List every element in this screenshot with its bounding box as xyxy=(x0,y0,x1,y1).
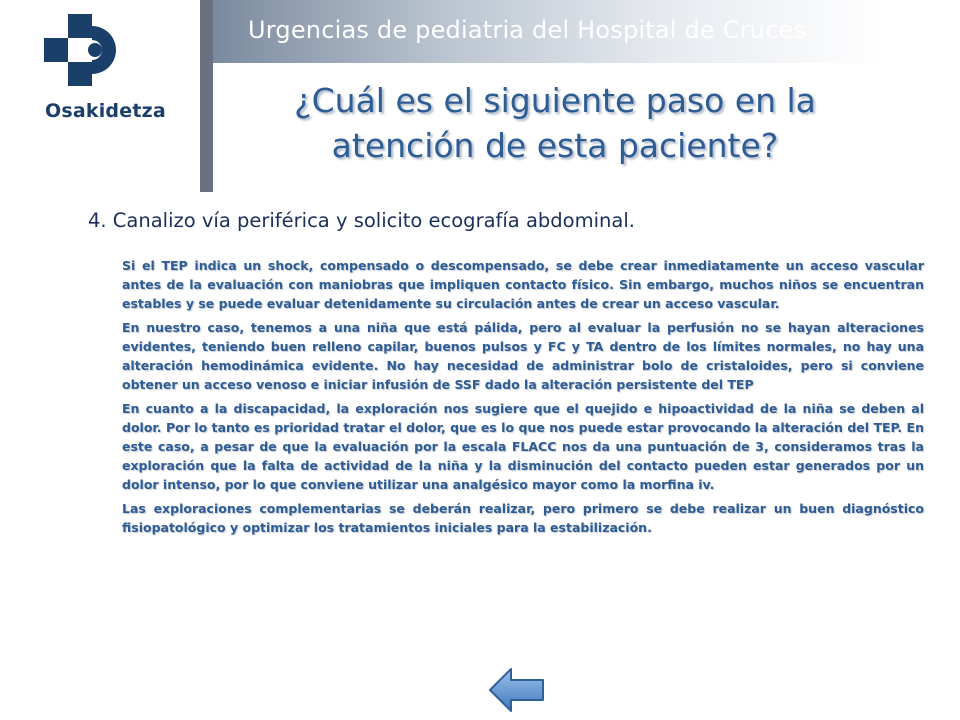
paragraph: Si el TEP indica un shock, compensado o descompensado, se debe crear inmediatamente un acceso vascular antes de la evaluación con maniobras que impliquen contacto físico. Sin embargo, muchos niños se encuentran estables y se puede evaluar detenidamente su circulación antes de crear un acceso vascular. xyxy=(122,258,924,311)
slide-question xyxy=(225,78,885,168)
paragraph: En cuanto a la discapacidad, la exploración nos sugiere que el quejido e hipoactividad de la niña se deben al dolor. Por lo tanto es prioridad tratar el dolor, que es lo que nos puede estar provocando la alteración del TEP. En este caso, a pesar de que la evaluación por la escala FLACC nos da una puntuación de 3, consideramos tras la exploración que la falta de actividad de la niña y la disminución del contacto pueden estar generados por un dolor intenso, por lo que conviene utilizar una analgésico mayor como la morfina iv. xyxy=(122,401,924,492)
question-line-1: ¿Cuál es el siguiente paso en la xyxy=(294,81,816,120)
question-line-2: atención de esta paciente? xyxy=(331,126,779,165)
paragraph: Las exploraciones complementarias se deberán realizar, pero primero se debe realizar un buen diagnóstico fisiopatológico y optimizar los tratamientos iniciales para la estabilización. xyxy=(122,501,924,535)
back-button[interactable] xyxy=(487,665,547,715)
logo xyxy=(0,0,200,190)
answer-option: 4. Canalizo vía periférica y solicito ecografía abdominal. xyxy=(88,209,635,232)
vertical-divider xyxy=(200,0,213,192)
logo-text: Osakidetza xyxy=(45,100,166,122)
paragraph: En nuestro caso, tenemos a una niña que está pálida, pero al evaluar la perfusión no se hayan alteraciones evidentes, teniendo buen relleno capilar, buenos pulsos y FC y TA dentro de los límites normales, no hay una alteración hemodinámica evidente. No hay necesidad de administrar bolo de cristaloides, pero si conviene obtener un acceso venoso e iniciar infusión de SSF dado la alteración persistente del TEP xyxy=(122,320,924,392)
osakidetza-logo-icon xyxy=(44,14,116,86)
left-arrow-icon xyxy=(487,665,547,715)
explanation-text xyxy=(122,256,924,542)
header-title: Urgencias de pediatria del Hospital de Cruces xyxy=(248,16,807,44)
